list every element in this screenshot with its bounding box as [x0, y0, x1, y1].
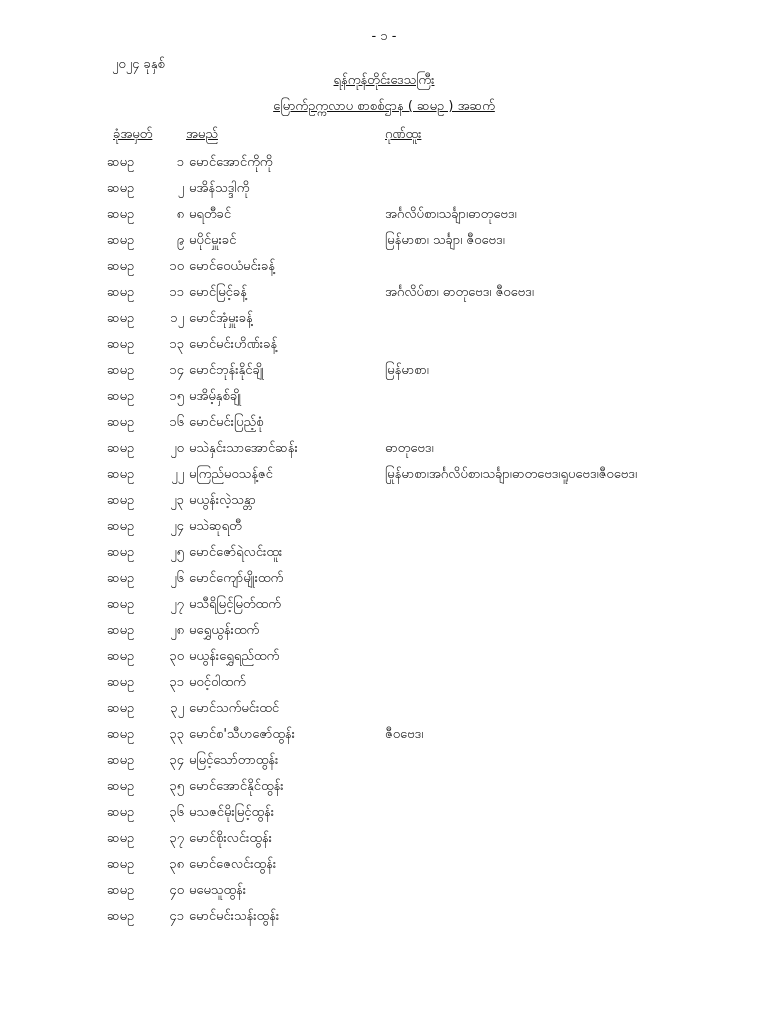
student-name: မရွှေယွန်းထက် — [189, 623, 260, 638]
roll-prefix: ဆမဥ — [107, 909, 135, 924]
roll-prefix: ဆမဥ — [107, 597, 135, 612]
student-name: မကြည်မဝသန့်ဇင် — [189, 467, 273, 482]
table-row — [0, 306, 768, 332]
roll-prefix: ဆမဥ — [107, 753, 135, 768]
results-list — [0, 150, 768, 930]
table-row — [0, 670, 768, 696]
roll-number: ၉ — [176, 233, 184, 248]
roll-prefix: ဆမဥ — [107, 415, 135, 430]
distinction-subjects: ဇီဝဗေဒ၊ — [385, 727, 424, 742]
student-name: မယွန်းရွှေရည်ထက် — [189, 649, 280, 664]
student-name: မမေသူထွန်း — [189, 883, 247, 898]
student-name: မောင်မြင့်ခန့် — [189, 285, 247, 300]
roll-prefix: ဆမဥ — [107, 467, 135, 482]
roll-number: ၃၅ — [169, 779, 184, 794]
table-row — [0, 696, 768, 722]
roll-number: ၂၂ — [171, 467, 184, 482]
student-name: မောင်မင်းဟိဏ်းခန့် — [189, 337, 278, 352]
roll-number: ၄၀ — [169, 883, 184, 898]
roll-prefix: ဆမဥ — [107, 649, 135, 664]
table-row — [0, 592, 768, 618]
table-row — [0, 280, 768, 306]
roll-number: ၃၂ — [170, 701, 184, 716]
roll-prefix: ဆမဥ — [107, 831, 135, 846]
roll-number: ၃၆ — [169, 805, 184, 820]
student-name: မယွန်းလဲ့သန္တာ — [189, 493, 256, 508]
exam-center-title: မြောက်ဥက္ကလာပ စာစစ်ဌာန ( ဆမဥ ) အဆက် — [273, 99, 495, 114]
roll-number: ၁၂ — [170, 311, 184, 326]
roll-prefix: ဆမဥ — [107, 181, 135, 196]
roll-number: ၃၇ — [169, 831, 184, 846]
roll-number: ၂၅ — [170, 545, 184, 560]
roll-prefix: ဆမဥ — [107, 441, 135, 456]
region-title: ရန်ကုန်တိုင်းဒေသကြီး — [333, 73, 435, 88]
student-name: မောင်ဝေယံမင်းခန့် — [189, 259, 275, 274]
roll-number: ၂၆ — [170, 571, 184, 586]
distinction-subjects: မြန်မာစာ၊အင်္ဂလိပ်စာ၊သင်္ချာ၊ဓာတုဗေဒ၊ရူပဗေဒ၊ဇီဝဗေဒ၊ — [385, 467, 638, 482]
roll-prefix: ဆမဥ — [107, 545, 135, 560]
table-row — [0, 722, 768, 748]
distinction-subjects: အင်္ဂလိပ်စာ၊ ဓာတုဗေဒ၊ ဇီဝဗေဒ၊ — [385, 285, 534, 300]
table-row — [0, 904, 768, 930]
student-name: မသဲနှင်းသာအောင်ဆန်း — [189, 441, 298, 456]
roll-prefix: ဆမဥ — [107, 285, 135, 300]
page-number: - ၁ - — [371, 29, 397, 44]
roll-prefix: ဆမဥ — [107, 779, 135, 794]
roll-number: ၃၄ — [169, 753, 184, 768]
table-row — [0, 618, 768, 644]
table-row — [0, 332, 768, 358]
student-name: မောင်စိုးလင်းထွန်း — [189, 831, 272, 846]
roll-prefix: ဆမဥ — [107, 155, 135, 170]
table-row — [0, 644, 768, 670]
student-name: မောင်အုံမှူးခန့် — [189, 311, 253, 326]
table-row — [0, 462, 768, 488]
table-row — [0, 384, 768, 410]
distinction-subjects: ဓာတုဗေဒ၊ — [385, 441, 434, 456]
roll-prefix: ဆမဥ — [107, 805, 135, 820]
student-name: မဝင့်ဝါထက် — [189, 675, 246, 690]
header-roll-number: ခုံအမှတ် — [113, 127, 153, 142]
roll-number: ၂၀ — [170, 441, 184, 456]
student-name: မောင်ဘုန်းနိုင်ချို — [189, 363, 264, 378]
student-name: မောင်သက်မင်းထင် — [189, 701, 280, 716]
roll-number: ၂၈ — [170, 623, 184, 638]
table-header — [0, 126, 768, 144]
table-row — [0, 800, 768, 826]
student-name: မအိန်သဒ္ဒါကို — [189, 181, 250, 196]
exam-year: ၂၀၂၄ ခုနှစ် — [112, 57, 165, 72]
header-distinctions: ဂုဏ်ထူး — [385, 127, 422, 142]
roll-number: ၂၄ — [170, 519, 184, 534]
table-row — [0, 150, 768, 176]
student-name: မပိုင်မှူးခင် — [189, 233, 237, 248]
student-name: မသီရိမြင့်မြတ်ထက် — [189, 597, 281, 612]
roll-prefix: ဆမဥ — [107, 207, 135, 222]
roll-prefix: ဆမဥ — [107, 571, 135, 586]
student-name: မသဇင်မိုးမြင့်ထွန်း — [189, 805, 275, 820]
student-name: မောင်ဇေလင်းထွန်း — [189, 857, 277, 872]
roll-number: ၂ — [177, 181, 184, 196]
student-name: မောင်အောင်ကိုကို — [189, 155, 273, 170]
table-row — [0, 488, 768, 514]
roll-number: ၁၄ — [169, 363, 184, 378]
roll-prefix: ဆမဥ — [107, 883, 135, 898]
table-row — [0, 826, 768, 852]
table-row — [0, 566, 768, 592]
table-row — [0, 410, 768, 436]
distinction-subjects: မြန်မာစာ၊ — [385, 363, 429, 378]
roll-number: ၁၆ — [169, 415, 184, 430]
table-row — [0, 436, 768, 462]
roll-prefix: ဆမဥ — [107, 233, 135, 248]
table-row — [0, 202, 768, 228]
roll-prefix: ဆမဥ — [107, 701, 135, 716]
student-name: မရတီခင် — [189, 207, 232, 222]
roll-number: ၄၁ — [169, 909, 184, 924]
distinction-subjects: မြန်မာစာ၊ သင်္ချာ၊ ဇီဝဗေဒ၊ — [385, 233, 505, 248]
table-row — [0, 514, 768, 540]
roll-number: ၃၀ — [169, 649, 184, 664]
table-row — [0, 540, 768, 566]
roll-number: ၂၇ — [170, 597, 184, 612]
table-row — [0, 748, 768, 774]
student-name: မအိမ့်နှစ်ချို — [189, 389, 242, 404]
table-row — [0, 852, 768, 878]
student-name: မောင်မင်းသန်းထွန်း — [189, 909, 280, 924]
table-row — [0, 228, 768, 254]
roll-number: ၂၃ — [170, 493, 184, 508]
roll-prefix: ဆမဥ — [107, 727, 135, 742]
roll-number: ၁ — [176, 155, 184, 170]
roll-prefix: ဆမဥ — [107, 363, 135, 378]
roll-prefix: ဆမဥ — [107, 493, 135, 508]
roll-prefix: ဆမဥ — [107, 623, 135, 638]
student-name: မောင်ဇော်ရဲလင်းထူး — [189, 545, 283, 560]
roll-prefix: ဆမဥ — [107, 337, 135, 352]
distinction-subjects: အင်္ဂလိပ်စာ၊သင်္ချာ၊ဓာတုဗေဒ၊ — [385, 207, 517, 222]
roll-number: ၁၃ — [169, 337, 184, 352]
table-row — [0, 176, 768, 202]
roll-number: ၃၃ — [169, 727, 184, 742]
table-row — [0, 358, 768, 384]
student-name: မမြင့်သော်တာထွန်း — [189, 753, 279, 768]
roll-prefix: ဆမဥ — [107, 519, 135, 534]
student-name: မောင်စ'သီဟဇော်ထွန်း — [189, 727, 295, 742]
roll-number: ၁၀ — [169, 259, 184, 274]
roll-number: ၁၅ — [169, 389, 184, 404]
roll-number: ၁၁ — [169, 285, 184, 300]
student-name: မောင်အောင်နိုင်ထွန်း — [189, 779, 284, 794]
roll-prefix: ဆမဥ — [107, 675, 135, 690]
student-name: မသဲဆုရတီ — [189, 519, 242, 534]
roll-number: ၈ — [176, 207, 184, 222]
roll-number: ၃၁ — [169, 675, 184, 690]
roll-prefix: ဆမဥ — [107, 259, 135, 274]
table-row — [0, 254, 768, 280]
roll-prefix: ဆမဥ — [107, 389, 135, 404]
roll-prefix: ဆမဥ — [107, 311, 135, 326]
roll-prefix: ဆမဥ — [107, 857, 135, 872]
table-row — [0, 878, 768, 904]
table-row — [0, 774, 768, 800]
student-name: မောင်မင်းပြည့်စုံ — [189, 415, 264, 430]
header-name: အမည် — [186, 127, 218, 142]
student-name: မောင်ကျော်မျိုးထက် — [189, 571, 284, 586]
roll-number: ၃၈ — [169, 857, 184, 872]
